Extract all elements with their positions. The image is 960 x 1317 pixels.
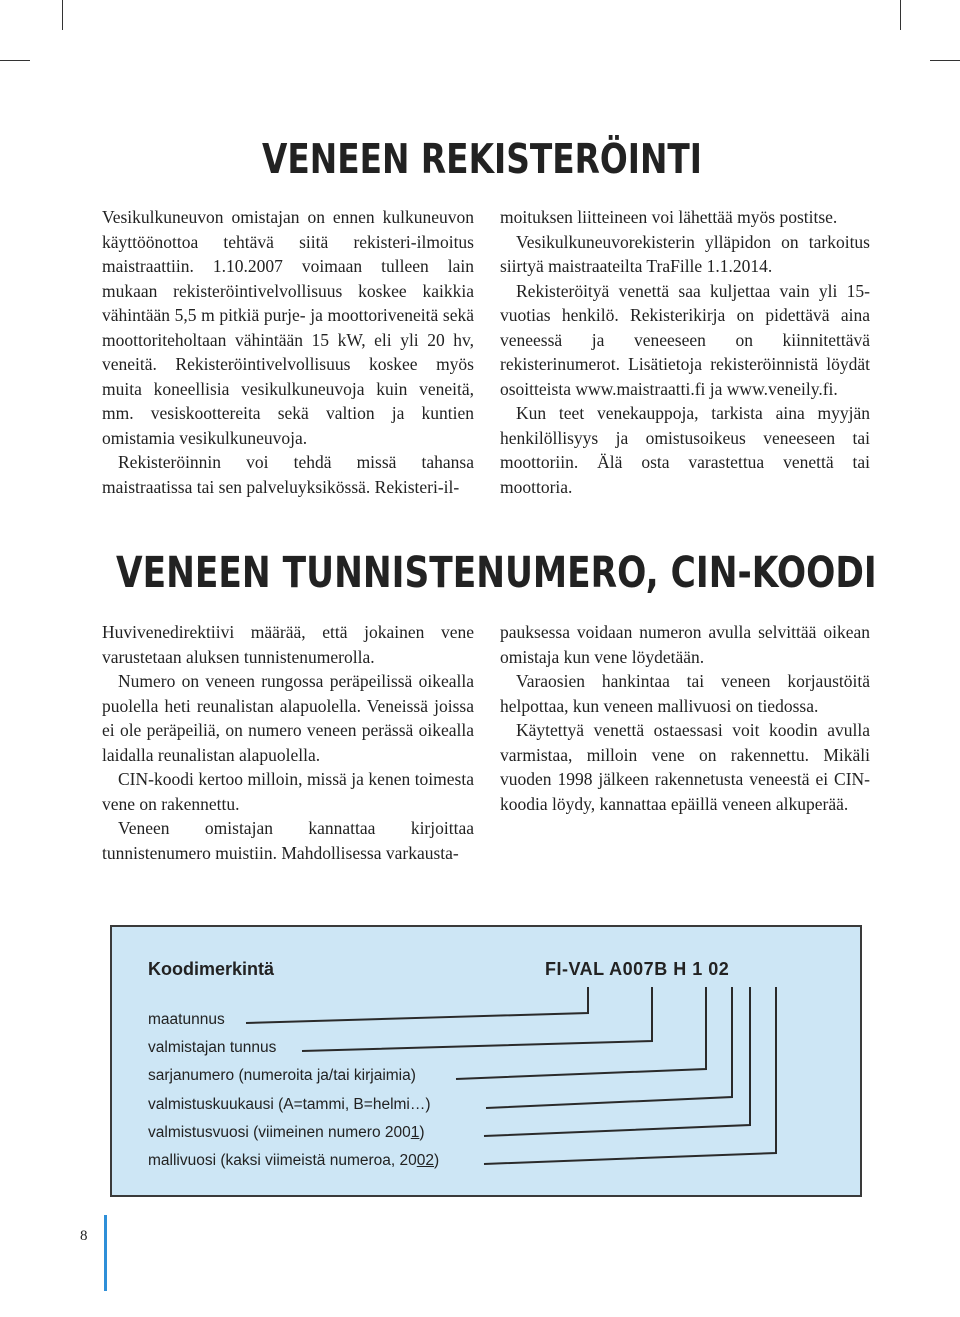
text-column [102, 205, 474, 499]
code-legend-item: valmistuskuukausi (A=tammi, B=helmi…) [148, 1096, 431, 1113]
code-legend-item: mallivuosi (kaksi viimeistä numeroa, 2002) [148, 1152, 440, 1169]
crop-mark [900, 0, 901, 30]
paragraph: Käytettyä venettä ostaessasi voit koodin avulla varmistaa, milloin vene on rakennettu. Mikäli vuoden 1998 jälkeen rakennetusta veneestä ei CIN-koodia löydy, kannattaa epäillä veneen alkuperää. [500, 720, 870, 814]
paragraph: Veneen omistajan kannattaa kirjoittaa tunnistenumero muistiin. Mahdollisessa varkausta- [102, 818, 474, 863]
code-legend-item: sarjanumero (numeroita ja/tai kirjaimia) [148, 1067, 416, 1084]
page-number: 8 [80, 1228, 88, 1244]
code-legend-item: valmistajan tunnus [148, 1039, 277, 1056]
paragraph: Vesikulkuneuvorekisterin ylläpidon on tarkoitus siirtyä maistraateilta TraFille 1.1.2014. [500, 231, 870, 276]
text-column [500, 205, 870, 499]
section-heading: VENEEN TUNNISTENUMERO, CIN-KOODI [116, 548, 877, 598]
crop-mark [62, 0, 63, 30]
paragraph: moituksen liitteineen voi lähettää myös postitse. [500, 207, 838, 227]
connector-line [246, 987, 588, 1023]
paragraph: Rekisteröityä venettä saa kuljettaa vain yli 15-vuotias henkilö. Rekisterikirja on pidettävä aina veneessä ja veneeseen on kiinnitettävä rekisterinumerot. Lisätietoja rekisteröinnistä löydät osoitteista www.maistraatti.fi ja www.veneily.fi. [500, 280, 870, 399]
text-column [102, 620, 474, 865]
paragraph: Huvivenedirektiivi määrää, että jokainen vene varustetaan aluksen tunnistenumerolla. [102, 622, 474, 667]
connector-line [486, 987, 732, 1108]
connector-line [456, 987, 706, 1079]
paragraph: pauksessa voidaan numeron avulla selvittää oikean omistaja kun vene löydetään. [500, 622, 870, 667]
paragraph: Numero on veneen rungossa peräpeilissä oikealla puolella heti reunalistan alapuolella. Veneissä joissa ei ole peräpeiliä, on numero veneen perässä oikealla laidalla reunalistan alapuolella. [102, 671, 474, 765]
paragraph: Vesikulkuneuvon omistajan on ennen kulkuneuvon käyttöönottoa tehtävä siitä rekisteri-ilmoitus maistraattiin. 1.10.2007 voimaan tulleen lain mukaan rekisteröintivelvollisuus koskee kaikkia vähintään 5,5 m pitkiä purje- ja moottoriveneitä sekä moottoriteholtaan vähintään 15 kW, eli yli 20 hv, veneitä. Rekisteröintivelvollisuus koskee myös muita koneellisia vesikulkuneuvoja kuin veneitä, mm. vesiskoottereita sekä valtion ja kuntien omistamia vesikulkuneuvoja. [102, 207, 474, 448]
code-legend-item: valmistusvuosi (viimeinen numero 2001) [148, 1124, 425, 1141]
code-legend-box [110, 925, 862, 1197]
paragraph: CIN-koodi kertoo milloin, missä ja kenen toimesta vene on rakennettu. [102, 769, 474, 814]
paragraph: Varaosien hankintaa tai veneen korjaustöitä helpottaa, kun veneen mallivuosi on tiedossa. [500, 671, 870, 716]
paragraph: Rekisteröinnin voi tehdä missä tahansa maistraatissa tai sen palveluyksikössä. Rekisteri-il- [102, 452, 474, 497]
code-box-title: Koodimerkintä [148, 959, 275, 979]
crop-mark [0, 60, 30, 61]
code-legend-item: maatunnus [148, 1011, 225, 1028]
crop-mark [930, 60, 960, 61]
accent-bar [104, 1215, 107, 1291]
page-title: VENEEN REKISTERÖINTI [262, 135, 702, 183]
paragraph: Kun teet venekauppoja, tarkista aina myyjän henkilöllisyys ja omistusoikeus veneeseen tai moottoriin. Älä osta varastettua venettä tai moottoria. [500, 403, 870, 497]
connector-line [484, 987, 750, 1136]
cin-code-example: FI-VAL A007B H 1 02 [545, 959, 730, 979]
text-column [500, 620, 870, 816]
